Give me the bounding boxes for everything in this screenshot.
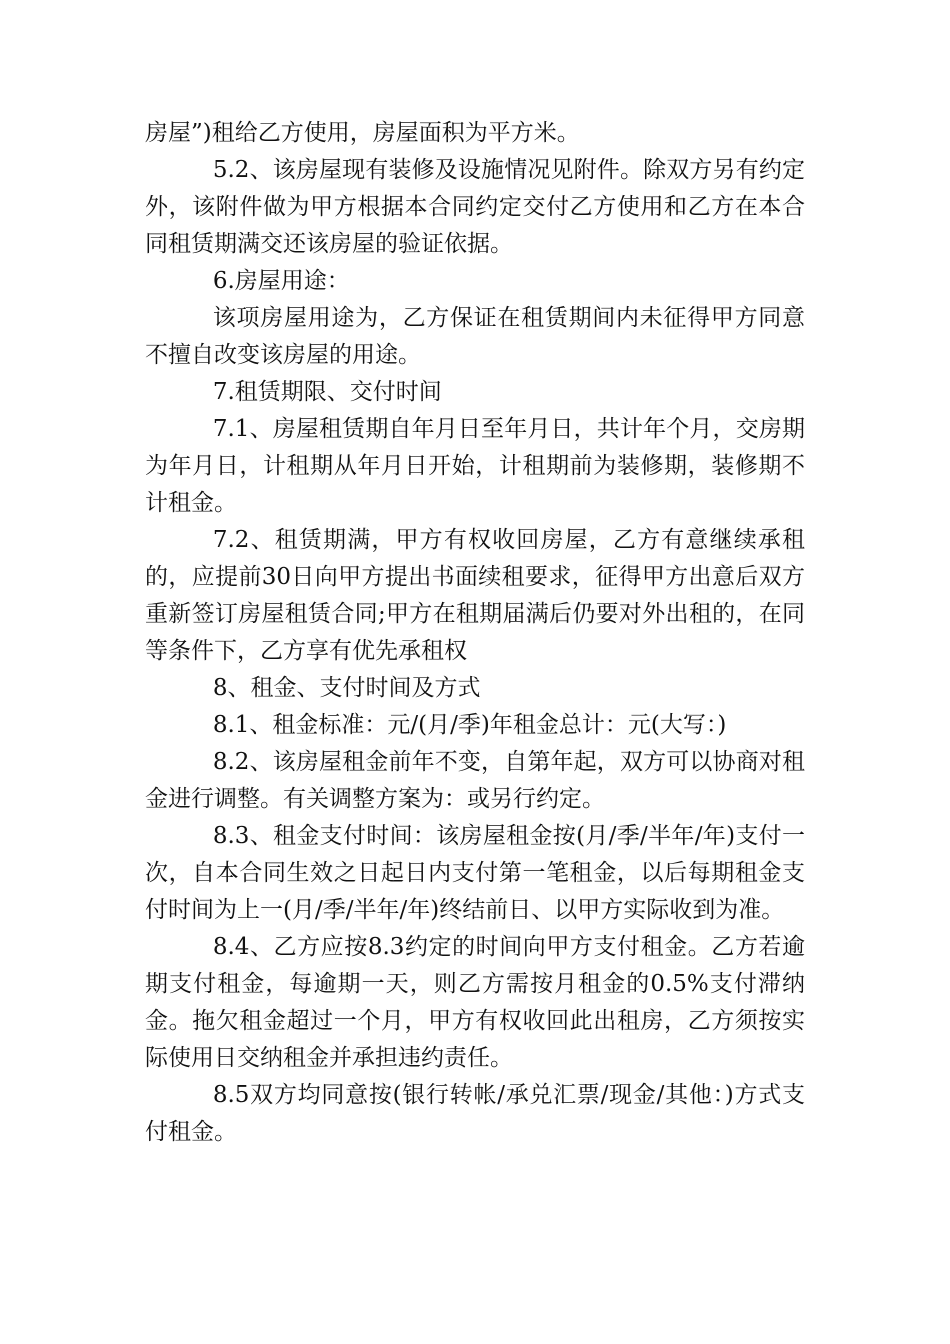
paragraph-8-5-payment-method: 8.5双方均同意按(银行转帐/承兑汇票/现金/其他：)方式支付租金。	[145, 1082, 805, 1145]
paragraph-5-2-decoration: 5.2、该房屋现有装修及设施情况见附件。除双方另有约定外，该附件做为甲方根据本合同约定交付乙方使用和乙方在本合同租赁期满交还该房屋的验证依据。	[145, 157, 805, 257]
paragraph-7-2-lease-renewal: 7.2、租赁期满，甲方有权收回房屋，乙方有意继续承租的，应提前30日向甲方提出书面续租要求，征得甲方出意后双方重新签订房屋租赁合同;甲方在租期届满后仍要对外出租的，在同等条件下，乙方享有优先承租权	[145, 527, 805, 664]
heading-7-lease-term: 7.租赁期限、交付时间	[212, 379, 442, 405]
document-body	[145, 115, 805, 1151]
paragraph-8-2-rent-adjustment: 8.2、该房屋租金前年不变，自第年起，双方可以协商对租金进行调整。有关调整方案为：或另行约定。	[145, 749, 805, 812]
paragraph-8-4-late-payment: 8.4、乙方应按8.3约定的时间向甲方支付租金。乙方若逾期支付租金，每逾期一天，则乙方需按月租金的0.5%支付滞纳金。拖欠租金超过一个月，甲方有权收回此出租房，乙方须按实际使用日交纳租金并承担违约责任。	[145, 934, 805, 1071]
paragraph-8-3-payment-time: 8.3、租金支付时间：该房屋租金按(月/季/半年/年)支付一次，自本合同生效之日起日内支付第一笔租金，以后每期租金支付时间为上一(月/季/半年/年)终结前日、以甲方实际收到为准。	[145, 823, 805, 923]
paragraph-house-lease-area: 房屋”)租给乙方使用，房屋面积为平方米。	[145, 120, 580, 146]
heading-8-rent-payment: 8、租金、支付时间及方式	[212, 675, 481, 701]
paragraph-8-1-rent-standard: 8.1、租金标准：元/(月/季)年租金总计：元(大写：)	[212, 712, 727, 738]
heading-6-house-use: 6.房屋用途：	[212, 268, 350, 294]
paragraph-7-1-lease-period: 7.1、房屋租赁期自年月日至年月日，共计年个月，交房期为年月日，计租期从年月日开始，计租期前为装修期，装修期不计租金。	[145, 416, 805, 516]
paragraph-6-use-detail: 该项房屋用途为，乙方保证在租赁期间内未征得甲方同意不擅自改变该房屋的用途。	[145, 305, 805, 368]
